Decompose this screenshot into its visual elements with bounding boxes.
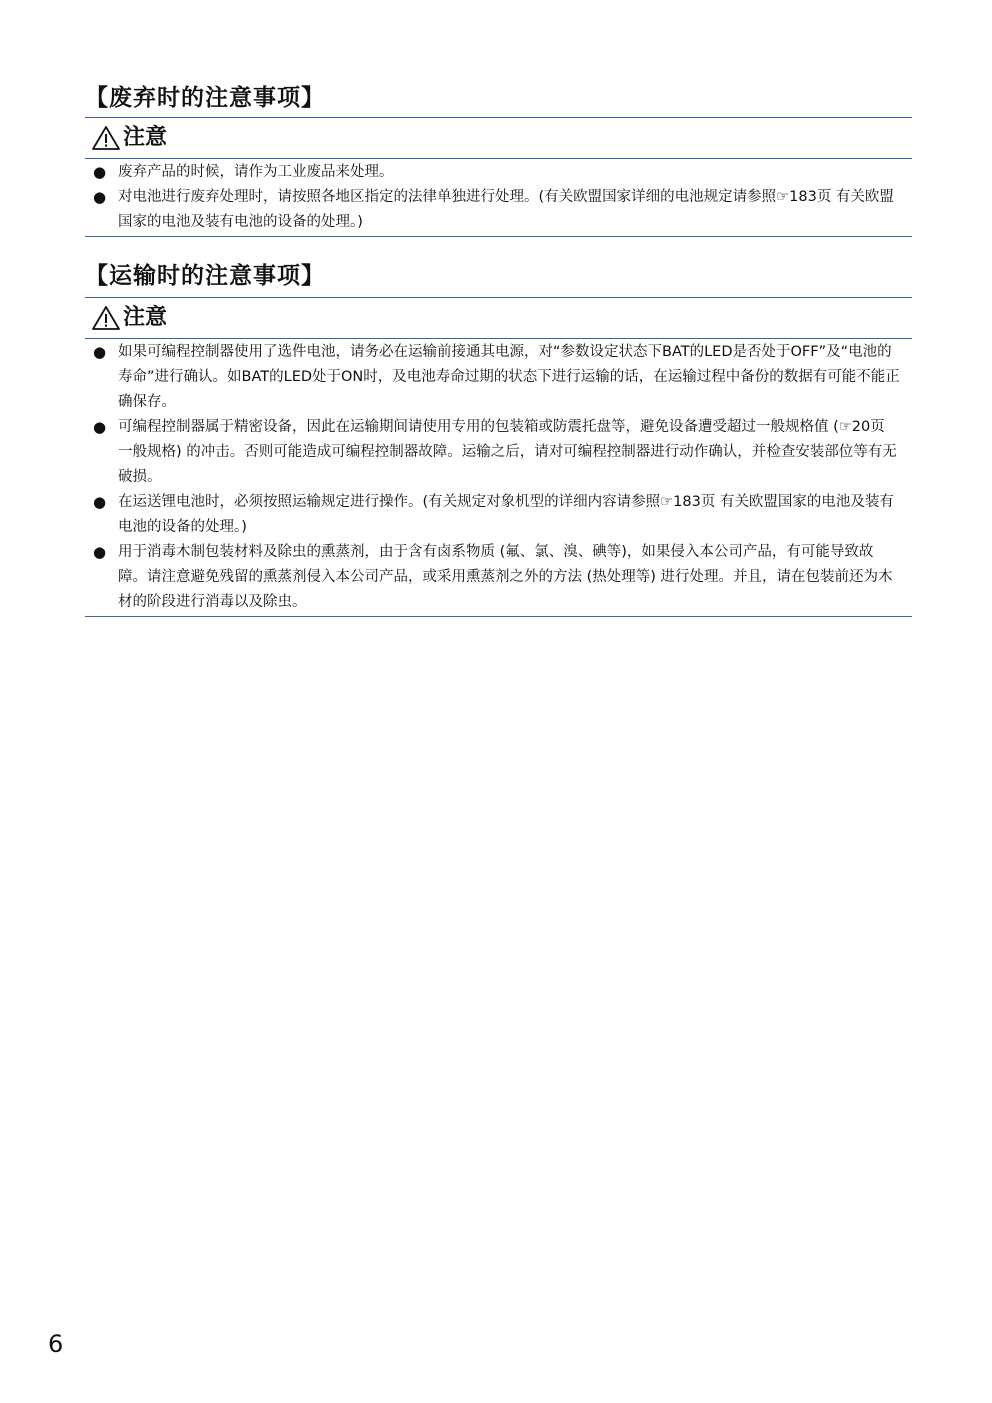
list-item-text: 废弃产品的时候，请作为工业废品来处理。 xyxy=(118,164,394,180)
list-item-text: 在运送锂电池时，必须按照运输规定进行操作。(有关规定对象机型的详细内容请参照☞183页 有关欧盟国家的电池及装有电池的设备的处理。) xyxy=(118,494,894,535)
page-number: 6 xyxy=(48,1330,64,1358)
list-item xyxy=(85,490,912,540)
transport-title: 【运输时的注意事项】 xyxy=(85,263,325,289)
warning-triangle-icon xyxy=(91,125,121,151)
bullet: ● xyxy=(93,343,107,361)
disposal-caution-label: 注意 xyxy=(123,125,168,150)
transport-end-rule xyxy=(85,616,912,617)
list-item xyxy=(85,185,912,235)
transport-list xyxy=(85,340,912,615)
disposal-title: 【废弃时的注意事项】 xyxy=(85,85,325,111)
bullet: ● xyxy=(93,543,107,561)
transport-caution-label: 注意 xyxy=(123,305,168,330)
transport-caution-header xyxy=(91,303,167,333)
bullet: ● xyxy=(93,493,107,511)
transport-caution-rule xyxy=(85,338,912,339)
list-item-text: 对电池进行废弃处理时，请按照各地区指定的法律单独进行处理。(有关欧盟国家详细的电池规定请参照☞183页 有关欧盟国家的电池及装有电池的设备的处理。) xyxy=(118,189,894,230)
warning-triangle-icon xyxy=(91,305,121,331)
list-item-text: 可编程控制器属于精密设备，因此在运输期间请使用专用的包装箱或防震托盘等，避免设备遭受超过一般规格值 (☞20页 一般规格) 的冲击。否则可能造成可编程控制器故障。运输之后，请对可编程控制器进行动作确认，并检查安装部位等有无破损。 xyxy=(118,419,897,485)
disposal-end-rule xyxy=(85,236,912,237)
list-item xyxy=(85,340,912,415)
list-item xyxy=(85,540,912,615)
list-item xyxy=(85,415,912,490)
bullet: ● xyxy=(93,418,107,436)
bullet: ● xyxy=(93,188,107,206)
list-item-text: 如果可编程控制器使用了选件电池，请务必在运输前接通其电源，对“参数设定状态下BAT的LED是否处于OFF”及“电池的寿命”进行确认。如BAT的LED处于ON时，及电池寿命过期的状态下进行运输的话，在运输过程中备份的数据有可能不能正确保存。 xyxy=(118,344,900,410)
list-item-text: 用于消毒木制包装材料及除虫的熏蒸剂，由于含有卤系物质 (氟、氯、溴、碘等)，如果侵入本公司产品，有可能导致故障。请注意避免残留的熏蒸剂侵入本公司产品，或采用熏蒸剂之外的方法 (热处理等) 进行处理。并且，请在包装前还为木材的阶段进行消毒以及除虫。 xyxy=(118,544,893,610)
bullet: ● xyxy=(93,163,107,181)
disposal-title-rule xyxy=(85,117,912,118)
list-item xyxy=(85,160,912,185)
disposal-caution-header xyxy=(91,123,167,153)
transport-title-rule xyxy=(85,297,912,298)
disposal-list xyxy=(85,160,912,235)
disposal-caution-rule xyxy=(85,158,912,159)
